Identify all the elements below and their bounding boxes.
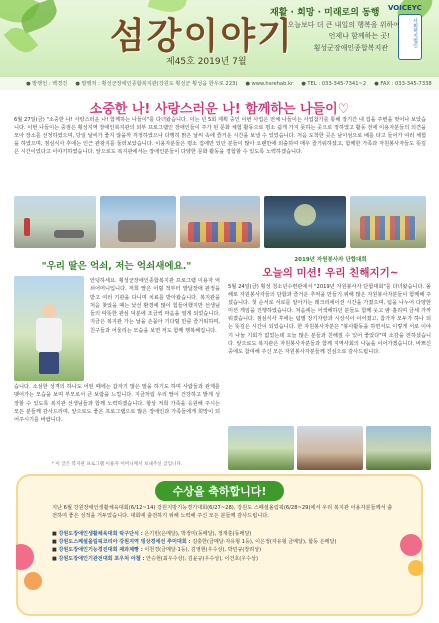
photo-outing-5: [350, 196, 426, 248]
award-title: 수상을 축하합니다!: [155, 481, 285, 501]
award-item: ■ 강원도장애인기관전대회 포우처 아쳄 : 안승현(최우수상), 김윤규(우수상), 이건호(우수상): [52, 555, 259, 562]
award-list: [52, 530, 397, 563]
right-article-title: 오늘의 미션! 우리 친해지기~: [262, 267, 399, 279]
voice-logo: VOICEYC: [388, 4, 422, 12]
slogan-sub2: 언제나 함께하는 곳!: [328, 32, 390, 40]
photo-outing-2: [100, 196, 176, 248]
award-box: [16, 474, 423, 616]
flower-decoration: [400, 534, 422, 556]
award-title-wrap: [16, 480, 423, 501]
main-article-title: 소중한 나! 사랑스러운 나! 함께하는 나들이♡: [89, 102, 350, 117]
newsletter-title: 섬강이야기: [110, 15, 294, 57]
left-article-text-right: 안녕하세요. 횡성군장애인종합복지관 프로그램 이용자 억쇠어머니입니다. 저희 딸은 어릴 적부터 발달장애 판정을 받고 여러 기관을 다니며 치료를 받아왔습니다. 복지관을 처음 찾았을 때는 낯선 환경에 많이 힘들어했지만 선생님들의 따뜻한 관심 덕분에 조금씩 마음을 열게 되었습니다. 지금은 복지관 가는 날을 손꼽아 기다릴 만큼 즐거워하며, 친구들과 어울리는 모습을 보면 저도 함께 행복해집니다.: [90, 278, 220, 334]
award-item: ■ 강원도스페셜올림픽코리아 강원지역 빙상경에선 추미대회 : 김충한(금메달·자유형 1등), 이은정(자유형 금메달), 합동 은메달): [52, 539, 337, 546]
right-article-text: 5월 24일(금) 횡성 청소년수련관에서 "2019년 자원봉사자 단합대회"를 다녀왔습니다. 올해로 자원봉사자들의 단합과 즐거운 추억을 만들기 위해 많은 자원봉사자분들이 함께해 주셨습니다. 첫 순서로 서로를 알아가는 레크리에이션 시간을 가졌으며, 팀을 나누어 다양한 미션 게임을 진행하였습니다. 처음에는 어색해하던 분들도 함께 웃고 땀 흘리며 금세 가까워졌습니다. 점심식사 후에는 팀별 장기자랑과 시상식이 이어졌고, 참가자 모두가 하나 되는 뜻깊은 시간이 되었습니다. 한 자원봉사자분은 "봉사활동을 하면서도 이렇게 서로 이야기 나눌 기회가 없었는데 오늘 많은 분들과 친해질 수 있어 좋았다"며 소감을 전하셨습니다. 앞으로도 복지관은 자원봉사자분들과 함께 지역사회의 나눔을 이어가겠습니다. 바쁘신 중에도 참여해 주신 모든 자원봉사자분들께 진심으로 감사드립니다.: [228, 284, 431, 355]
website-link[interactable]: ● www.hsrehab.kr: [245, 80, 294, 87]
publisher: ● 발행인 : 백경진: [26, 81, 68, 87]
flower-decoration: [16, 544, 34, 570]
issue-number: 제45호 2019년 7월: [166, 57, 247, 67]
photo-outing-1: [14, 196, 96, 248]
award-item: ■ 강원도장애인생활체육대회 탁구단식 : 은기빈(은메달), 박정미(동메달), 정재훈(동메달): [52, 531, 252, 537]
main-article-text: 6월 27일(금) "소중한 나! 사랑스러운 나! 함께하는 나들이"를 다녀왔습니다. 이는 년 5회 계획 중인 이번 사업은 전체 나들이는 사업참가를 통해 장기간 내 집을 주변을 벗어나 보았습니다. 이번 나들이는 중점은 횡성지역 장애인복지관의 외부 프로그램인 장애인들이 주가 된 문화 체험 활동으로 평소 쉽게 가지 못하는 곳으로 정하였고 활동 전에 이용자분들의 의견을 모아 장소를 선정하였으며, 당일 날씨가 좋지 않을까 걱정하였으나 다행히 맑은 날씨 속에 즐거운 시간을 보낼 수 있었습니다. 처음 도착한 곳은 남이섬으로 배를 타고 들어가 여러 체험을 하였으며, 점심식사 후에는 인근 관광지를 둘러보았습니다. 이용자분들은 평소 집에만 있던 분들이 많아 오랜만에 외출하여 매우 즐거워하셨고, 함께한 가족과 자원봉사자들도 뜻깊은 시간이었다고 이야기하였습니다. 앞으로도 복지관에서는 장애인분들이 다양한 문화 활동을 경험할 수 있도록 노력하겠습니다.: [14, 117, 426, 155]
award-body: 지난 6월 강원장애인생활체육대회(6/12~14) 강원지방기능경기대회(6/27~28), 강원도 스페셜올림픽(6/28~29)에서 우리 복지관 이용자분들께서 출전하여 좋은 성적을 거두었습니다. 대회에 출전하기 위해 노력해 주신 모든 분들께 감사드립니다.: [52, 505, 393, 519]
award-item: ■ 강원도장애인기능경진대회 제과제빵 : 이천경(금메달·1등), 김영현(우수상), 박민규(장려상): [52, 547, 262, 554]
flower-decoration: [408, 560, 423, 576]
photo-outing-3: [180, 196, 260, 248]
left-article-text-bottom: 습니다. 소심한 성격의 하나도 어떤 때에는 갑자기 많은 말을 하기도 하며 사람들과 관계를 맺어가는 모습을 보며 부모로서 큰 보람을 느낍니다. 지금처럼 우리 딸이 건강하고 밝게 성장할 수 있도록 복지관 선생님들과 함께 노력하겠습니다. 항상 저희 가족을 응원해 주시는 모든 분들께 감사드리며, 앞으로도 좋은 프로그램으로 많은 장애인과 가족들에게 희망이 되어주시기를 바랍니다.: [14, 384, 220, 424]
volunteer-photos: [228, 426, 431, 470]
left-article-note: * 이 글은 복지관 프로그램 이용자 어머니께서 보내주신 글입니다.: [51, 462, 183, 467]
fax: ● FAX : 033-345-7338: [374, 80, 432, 87]
left-article-title: "우리 딸은 억쇠, 저는 억쇠새에요.": [41, 261, 192, 272]
right-article-kicker: 2019년 자원봉사자 단합대회: [294, 257, 367, 263]
office: ● 발행처 : 횡성군장애인종합복지관(강원도 횡성군 횡성읍 한우로 223): [75, 81, 238, 87]
phone: ● TEL : 033-345-7341~2: [301, 80, 367, 87]
flower-decoration: [24, 572, 42, 590]
org-name: 횡성군장애인종합복지관: [313, 44, 388, 52]
slogan-sub1: 오늘보다 더 큰 내일의 행복을 위하여: [287, 21, 400, 29]
org-badge-text: 사회복지법인: [412, 18, 418, 48]
publication-bar: [0, 76, 439, 90]
photo-child-outdoors: [14, 276, 84, 381]
slogan: 재활 · 희망 · 미래로의 동행: [270, 8, 380, 18]
photo-outing-4: [264, 196, 346, 248]
